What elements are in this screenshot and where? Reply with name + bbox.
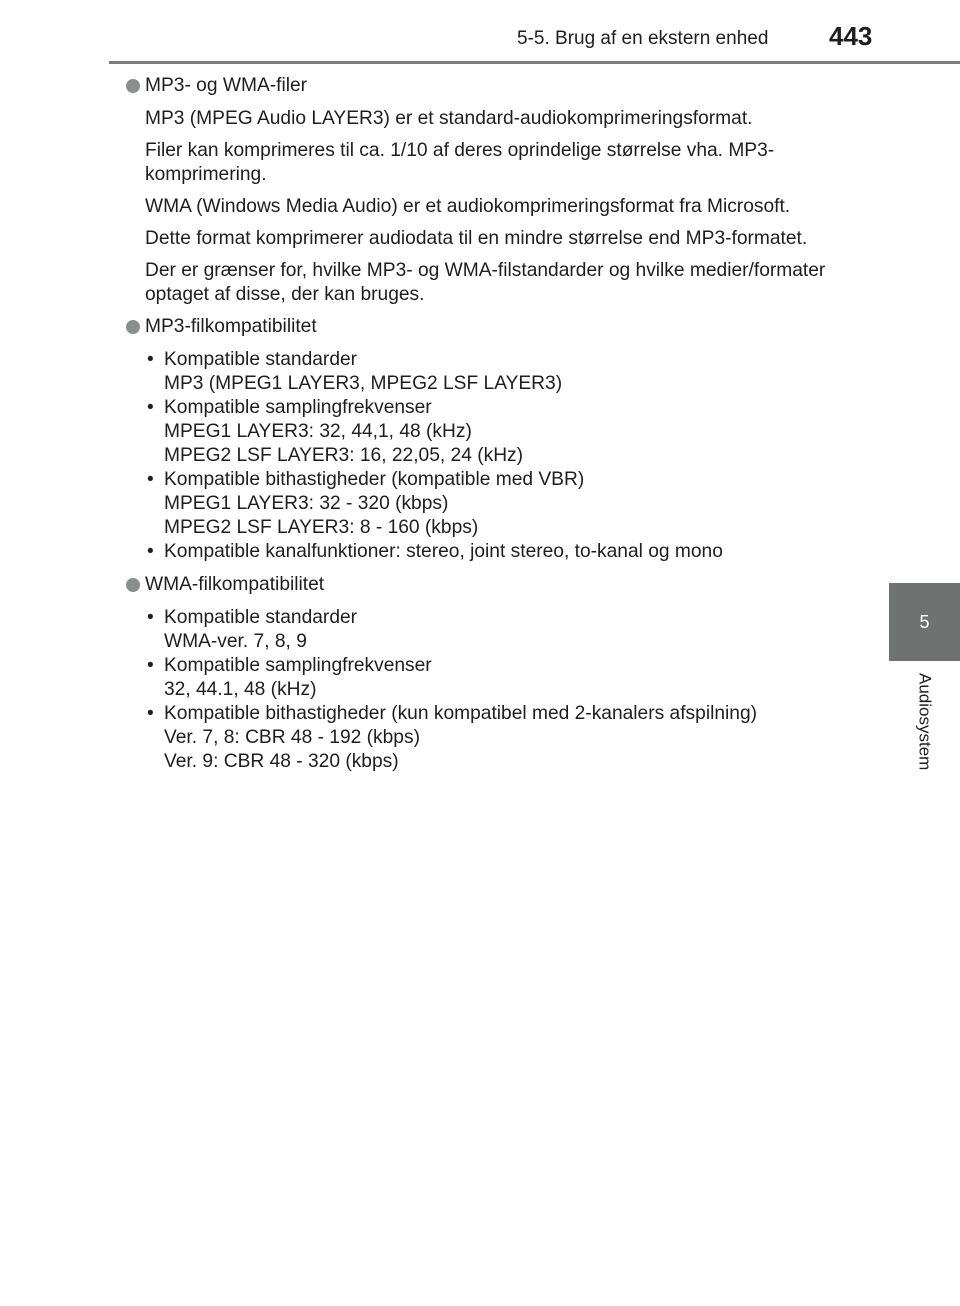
circle-bullet-icon [126,79,140,93]
list-item: • Kompatible standarder MP3 (MPEG1 LAYER3, MPEG2 LSF LAYER3) [147,349,563,394]
bullet-icon: • [147,349,154,370]
list-item: • Kompatible standarder WMA-ver. 7, 8, 9 [147,607,358,652]
paragraph: MP3 (MPEG Audio LAYER3) er et standard-audiokomprimeringsformat. [145,108,753,129]
bullet-icon: • [147,655,154,676]
paragraph: WMA (Windows Media Audio) er et audiokomprimeringsformat fra Microsoft. [145,196,791,217]
section-title: WMA-filkompatibilitet [126,573,826,597]
bullet-icon: • [147,469,154,490]
compat-list [145,606,826,774]
list-item: • Kompatible bithastigheder (kun kompatibel med 2-kanalers afspilning) Ver. 7, 8: CBR 48 - 192 (kbps) Ver. 9: CBR 48 - 320 (kbps) [147,703,758,772]
section-mp3-wma [126,74,826,307]
page-number: 443 [829,21,873,51]
page-content [126,74,826,783]
section-mp3-compat [126,315,826,564]
bullet-icon: • [147,397,154,418]
section-heading: 5-5. Brug af en ekstern enhed [517,28,769,49]
bullet-icon: • [147,541,154,562]
list-item: • Kompatible samplingfrekvenser MPEG1 LAYER3: 32, 44,1, 48 (kHz) MPEG2 LSF LAYER3: 16, 22,05, 24 (kHz) [147,397,524,466]
paragraph: Dette format komprimerer audiodata til en mindre størrelse end MP3-formatet. [145,228,808,249]
list-item: • Kompatible kanalfunktioner: stereo, joint stereo, to-kanal og mono [147,541,723,562]
section-title: MP3- og WMA-filer [126,74,826,98]
section-wma-compat [126,573,826,774]
circle-bullet-icon [126,320,140,334]
chapter-label-text: Audiosystem [915,673,935,771]
paragraph: Filer kan komprimeres til ca. 1/10 af deres oprindelige størrelse vha. MP3-komprimering. [145,140,775,185]
paragraph: Der er grænser for, hvilke MP3- og WMA-filstandarder og hvilke medier/formater optaget af disse, der kan bruges. [145,260,826,305]
bullet-icon: • [147,607,154,628]
compat-list [145,348,826,564]
list-item: • Kompatible samplingfrekvenser 32, 44.1, 48 (kHz) [147,655,432,700]
circle-bullet-icon [126,578,140,592]
section-title: MP3-filkompatibilitet [126,315,826,339]
chapter-tab: 5 [889,583,960,661]
list-item: • Kompatible bithastigheder (kompatible med VBR) MPEG1 LAYER3: 32 - 320 (kbps) MPEG2 LSF LAYER3: 8 - 160 (kbps) [147,469,585,538]
bullet-icon: • [147,703,154,724]
header-divider [109,61,960,64]
chapter-label [889,661,960,801]
